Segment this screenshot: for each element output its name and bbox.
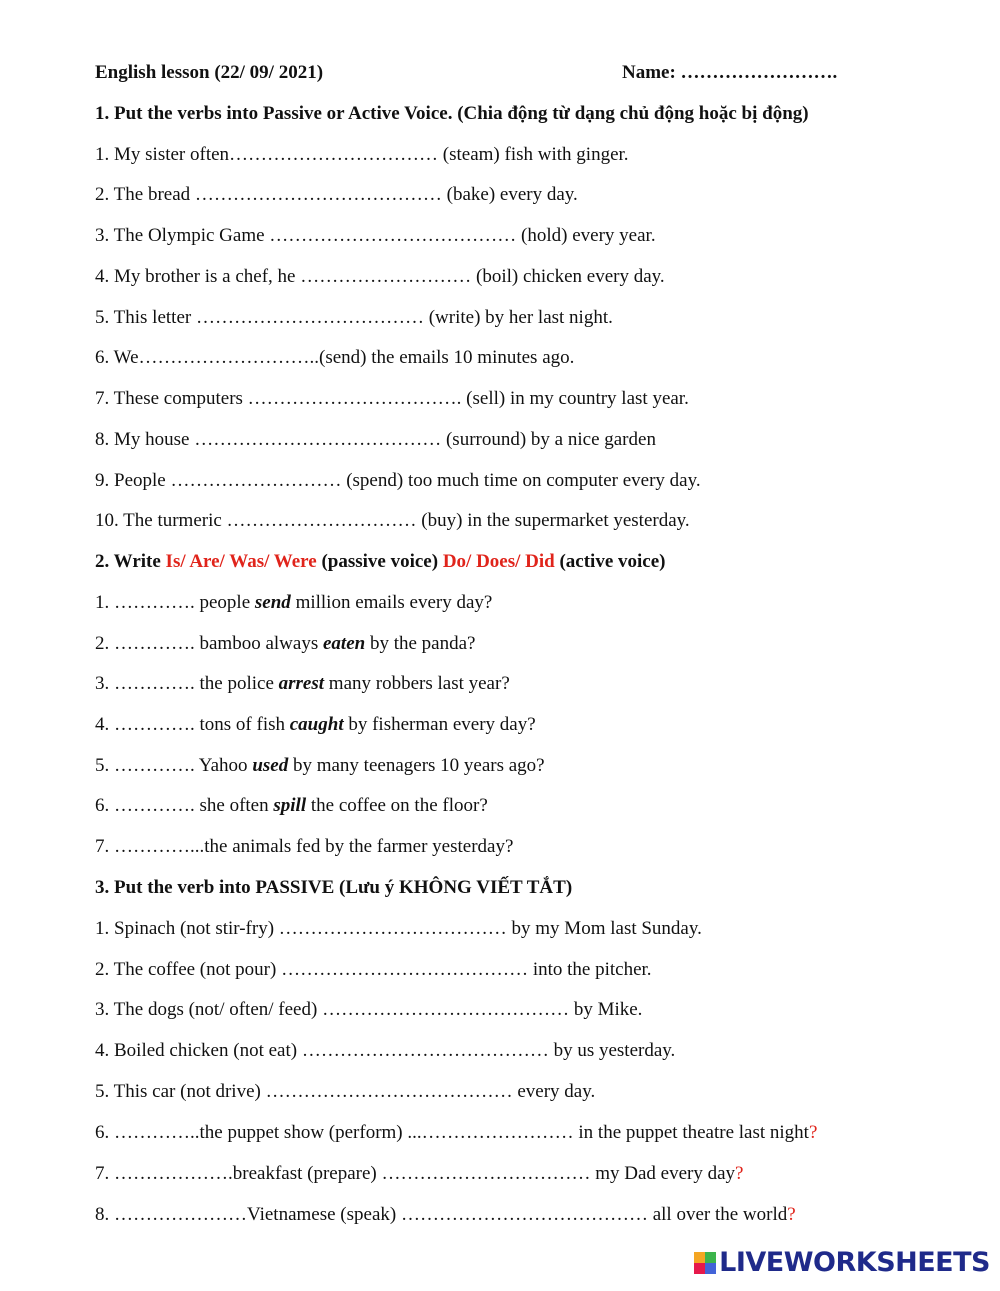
liveworksheets-logo[interactable]: [694, 1249, 990, 1277]
item-text: 7. …………...the animals fed by the farmer yesterday?: [95, 836, 514, 857]
section1-item: 4. My brother is a chef, he ……………………… (boil) chicken every day.: [95, 266, 665, 287]
section3-item: [95, 1203, 796, 1227]
section3-item: [95, 1039, 675, 1063]
item-text: many robbers last year?: [324, 673, 510, 694]
item-text: 4. Boiled chicken (not eat) ………………………………… by us yesterday.: [95, 1040, 676, 1061]
name-field: Name: …………………….: [622, 62, 838, 83]
section2-item: [95, 754, 545, 778]
section1-item: 2. The bread ………………………………… (bake) every day.: [95, 184, 578, 205]
heading-red-passive: Is/ Are/ Was/ Were: [165, 551, 317, 572]
section3-heading: 3. Put the verb into PASSIVE (Lưu ý KHÔNG VIẾT TẮT): [95, 877, 573, 898]
item-text: million emails every day?: [290, 592, 493, 613]
heading-prefix: 2. Write: [95, 551, 166, 572]
section1-item: 10. The turmeric ………………………… (buy) in the supermarket yesterday.: [95, 510, 690, 531]
lesson-title: English lesson (22/ 09/ 2021): [95, 62, 324, 83]
section2-item: [95, 794, 488, 818]
item-text: 5. …………. Yahoo: [95, 755, 253, 776]
item-verb: caught: [289, 714, 344, 735]
question-mark: ?: [735, 1163, 744, 1184]
item-text: 2. The coffee (not pour) ………………………………… into the pitcher.: [95, 959, 652, 980]
item-text: 1. Spinach (not stir-fry) ……………………………… by my Mom last Sunday.: [95, 918, 702, 939]
section2-item: [95, 713, 536, 737]
section2-heading: [95, 550, 666, 574]
section1-item: 6. We………………………..(send) the emails 10 minutes ago.: [95, 347, 575, 368]
item-text: by many teenagers 10 years ago?: [288, 755, 545, 776]
heading-mid: (passive voice): [316, 551, 443, 572]
item-text: 3. …………. the police: [95, 673, 279, 694]
item-verb: arrest: [278, 673, 325, 694]
section2-item: [95, 835, 513, 859]
section1-item: 1. My sister often…………………………… (steam) fish with ginger.: [95, 144, 629, 165]
section1-item: 7. These computers ……………………………. (sell) in my country last year.: [95, 388, 689, 409]
heading-red-active: Do/ Does/ Did: [442, 551, 555, 572]
item-text: 6. …………..the puppet show (perform) ...…………………… in the puppet theatre last night: [95, 1122, 809, 1143]
logo-blocks-icon: [694, 1252, 716, 1274]
item-text: 8. …………………Vietnamese (speak) ………………………………… all over the world: [95, 1204, 788, 1225]
section1-heading: 1. Put the verbs into Passive or Active Voice. (Chia động từ dạng chủ động hoặc bị động): [95, 103, 809, 124]
heading-suffix: (active voice): [554, 551, 666, 572]
item-text: 6. …………. she often: [95, 795, 274, 816]
item-text: by the panda?: [365, 633, 476, 654]
section3-item: [95, 1080, 595, 1104]
item-text: 4. …………. tons of fish: [95, 714, 290, 735]
section1-item: 5. This letter ……………………………… (write) by her last night.: [95, 307, 613, 328]
item-text: 2. …………. bamboo always: [95, 633, 323, 654]
item-text: 5. This car (not drive) ………………………………… every day.: [95, 1081, 596, 1102]
section3-item: [95, 998, 642, 1022]
section3-item: [95, 1121, 817, 1145]
section2-item: [95, 632, 475, 656]
item-verb: spill: [273, 795, 307, 816]
question-mark: ?: [787, 1204, 796, 1225]
section3-item: [95, 958, 652, 982]
section2-item: [95, 591, 492, 615]
section1-item: 3. The Olympic Game ………………………………… (hold) every year.: [95, 225, 656, 246]
item-text: 3. The dogs (not/ often/ feed) ………………………………… by Mike.: [95, 999, 643, 1020]
section3-item: [95, 917, 702, 941]
logo-text: LIVEWORKSHEETS: [719, 1247, 990, 1278]
section1-item: 8. My house ………………………………… (surround) by a nice garden: [95, 429, 656, 450]
section1-item: 9. People ……………………… (spend) too much time on computer every day.: [95, 470, 701, 491]
item-text: 7. ……………….breakfast (prepare) …………………………… my Dad every day: [95, 1163, 736, 1184]
item-verb: eaten: [322, 633, 366, 654]
item-text: 1. …………. people: [95, 592, 255, 613]
item-verb: used: [252, 755, 289, 776]
item-text: by fisherman every day?: [343, 714, 536, 735]
item-verb: send: [254, 592, 291, 613]
section2-item: [95, 672, 510, 696]
item-text: the coffee on the floor?: [306, 795, 488, 816]
section3-item: [95, 1162, 743, 1186]
question-mark: ?: [808, 1122, 818, 1143]
